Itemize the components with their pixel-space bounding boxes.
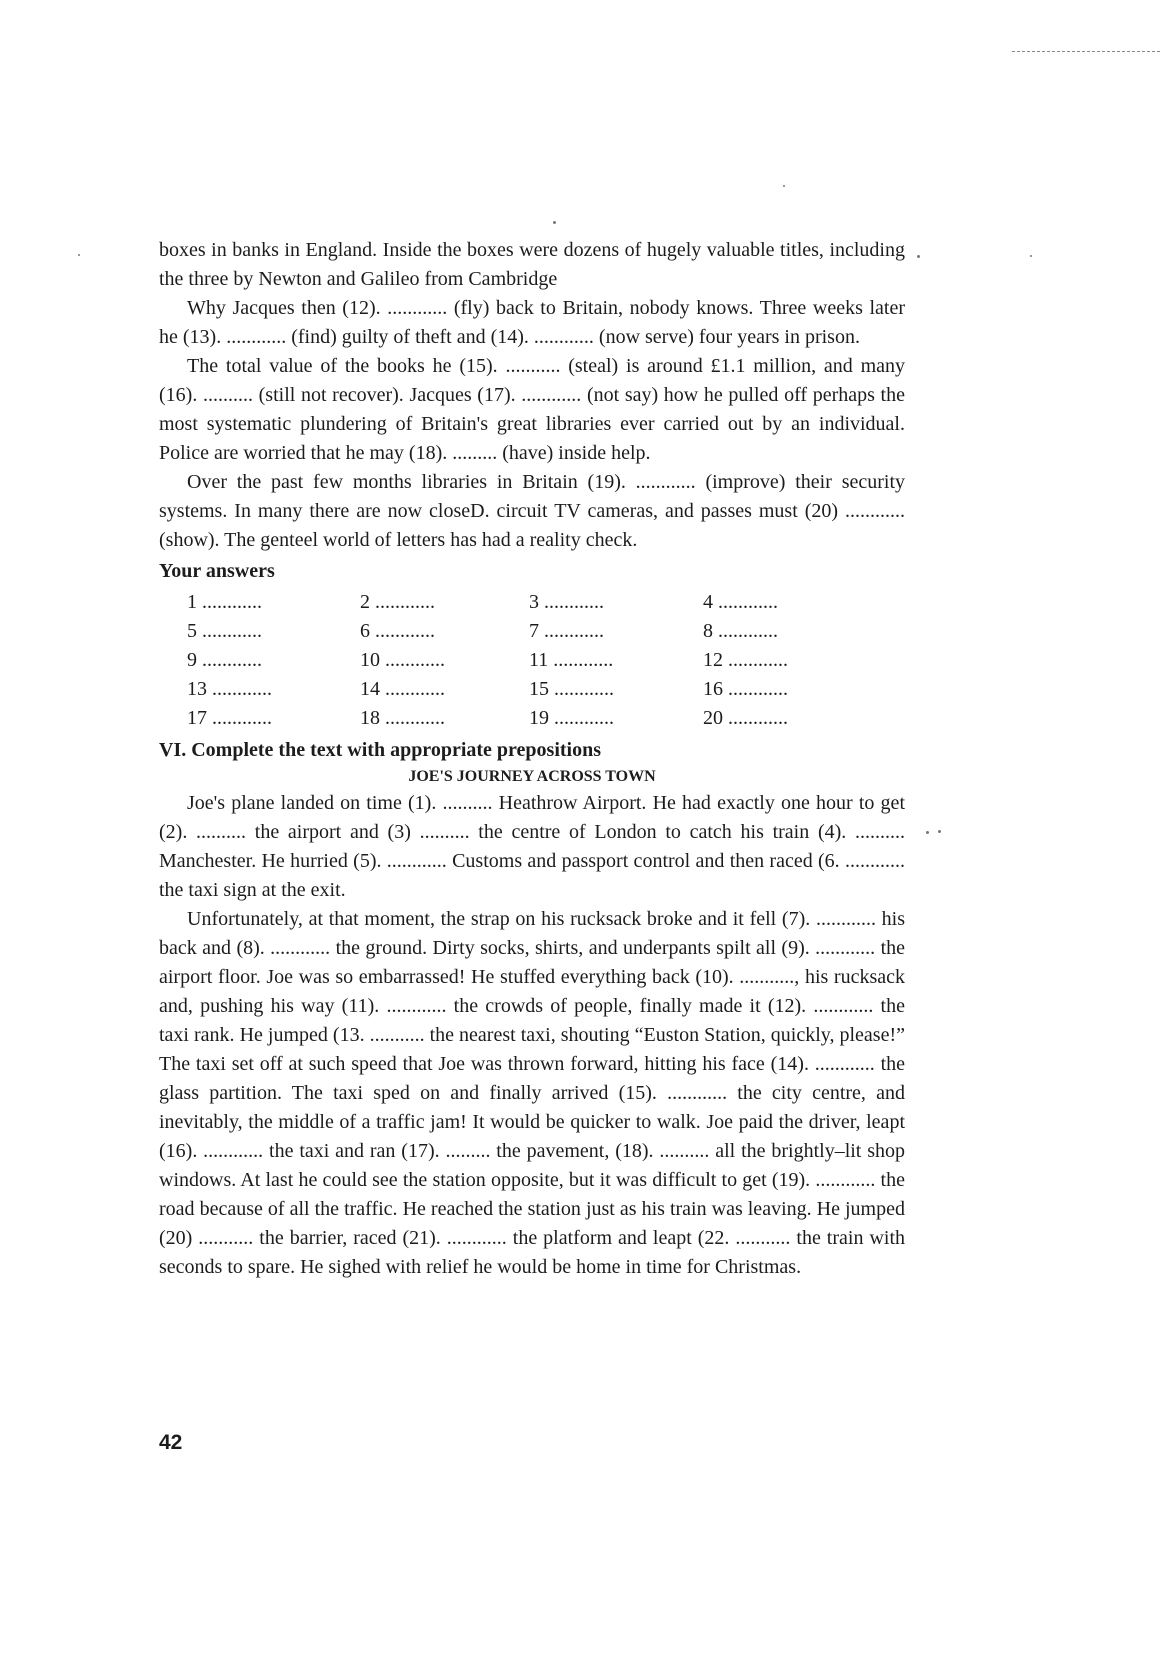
answer-slot-14: 14 ............ bbox=[360, 678, 445, 700]
answer-slot-17: 17 ............ bbox=[187, 707, 272, 729]
answer-slot-6: 6 ............ bbox=[360, 620, 435, 642]
scan-speck bbox=[938, 830, 941, 833]
answers-grid bbox=[187, 588, 905, 736]
scan-speck bbox=[1030, 255, 1032, 257]
answer-slot-11: 11 ............ bbox=[529, 649, 614, 671]
paragraph-15: The total value of the books he (15). ........... (steal) is around £1.1 million, and many (16). .......... (still not recover). Jacques (17). ............ (not say) how he pulled off perhaps the most systematic plundering of Britain's great libraries ever carried out by an individual. Police are worried that he may (18). ......... (have) inside help. bbox=[159, 355, 905, 464]
answer-slot-3: 3 ............ bbox=[529, 591, 604, 613]
answer-slot-19: 19 ............ bbox=[529, 707, 614, 729]
section-subtitle: JOE'S JOURNEY ACROSS TOWN bbox=[408, 768, 656, 785]
answer-slot-4: 4 ............ bbox=[703, 591, 778, 613]
paragraph-19: Over the past few months libraries in Britain (19). ............ (improve) their security systems. In many there are now closeD. circuit TV cameras, and passes must (20) ............ (show). The genteel world of letters has had a reality check. bbox=[159, 471, 905, 551]
answer-slot-5: 5 ............ bbox=[187, 620, 262, 642]
answer-slot-18: 18 ............ bbox=[360, 707, 445, 729]
scan-speck bbox=[917, 255, 920, 258]
answer-slot-12: 12 ............ bbox=[703, 649, 788, 671]
answer-slot-9: 9 ............ bbox=[187, 649, 262, 671]
scan-speck bbox=[78, 254, 80, 256]
answer-slot-15: 15 ............ bbox=[529, 678, 614, 700]
paragraph-12: Why Jacques then (12). ............ (fly) back to Britain, nobody knows. Three weeks later he (13). ............ (find) guilty of theft and (14). ............ (now serve) four years in prison. bbox=[159, 297, 905, 348]
answer-slot-1: 1 ............ bbox=[187, 591, 262, 613]
page-number: 42 bbox=[159, 1431, 183, 1454]
document-body bbox=[159, 236, 905, 1282]
answer-slot-2: 2 ............ bbox=[360, 591, 435, 613]
joe-paragraph-2: Unfortunately, at that moment, the strap on his rucksack broke and it fell (7). ............ his back and (8). ............ the ground. Dirty socks, shirts, and underpants spilt all (9). ............ the airport floor. Joe was so embarrassed! He stuffed everything back (10). ..........., his rucksack and, pushing his way (11). ............ the crowds of people, finally made it (12). ............ the taxi rank. He jumped (13. ........... the nearest taxi, shouting “Euston Station, quickly, please!” The taxi set off at such speed that Joe was thrown forward, hitting his face (14). ............ the glass partition. The taxi sped on and finally arrived (15). ............ the city centre, and inevitably, the middle of a traffic jam! It would be quicker to walk. Joe paid the driver, leapt (16). ............ the taxi and ran (17). ......... the pavement, (18). .......... all the brightly–lit shop windows. At last he could see the station opposite, but it was difficult to get (19). ............ the road because of all the traffic. He reached the station just as his train was leaving. He jumped (20) ........... the barrier, raced (21). ............ the platform and leapt (22. ........... the train with seconds to spare. He sighed with relief he would be home in time for Christmas. bbox=[159, 908, 905, 1278]
answer-slot-16: 16 ............ bbox=[703, 678, 788, 700]
scan-speck bbox=[926, 831, 929, 834]
answer-slot-20: 20 ............ bbox=[703, 707, 788, 729]
answer-slot-10: 10 ............ bbox=[360, 649, 445, 671]
answer-slot-13: 13 ............ bbox=[187, 678, 272, 700]
section-title: VI. Complete the text with appropriate prepositions bbox=[159, 739, 602, 761]
joe-paragraph-1: Joe's plane landed on time (1). .......... Heathrow Airport. He had exactly one hour to get (2). .......... the airport and (3) .......... the centre of London to catch his train (4). .......... Manchester. He hurried (5). ............ Customs and passport control and then raced (6. ............ the taxi sign at the exit. bbox=[159, 792, 905, 901]
scan-dash-line bbox=[1012, 51, 1160, 52]
scan-speck bbox=[553, 221, 556, 224]
scan-speck bbox=[783, 185, 785, 187]
paragraph-intro: boxes in banks in England. Inside the boxes were dozens of hugely valuable titles, including the three by Newton and Galileo from Cambridge bbox=[159, 239, 905, 290]
answer-slot-8: 8 ............ bbox=[703, 620, 778, 642]
answer-slot-7: 7 ............ bbox=[529, 620, 604, 642]
answers-title: Your answers bbox=[159, 560, 275, 582]
